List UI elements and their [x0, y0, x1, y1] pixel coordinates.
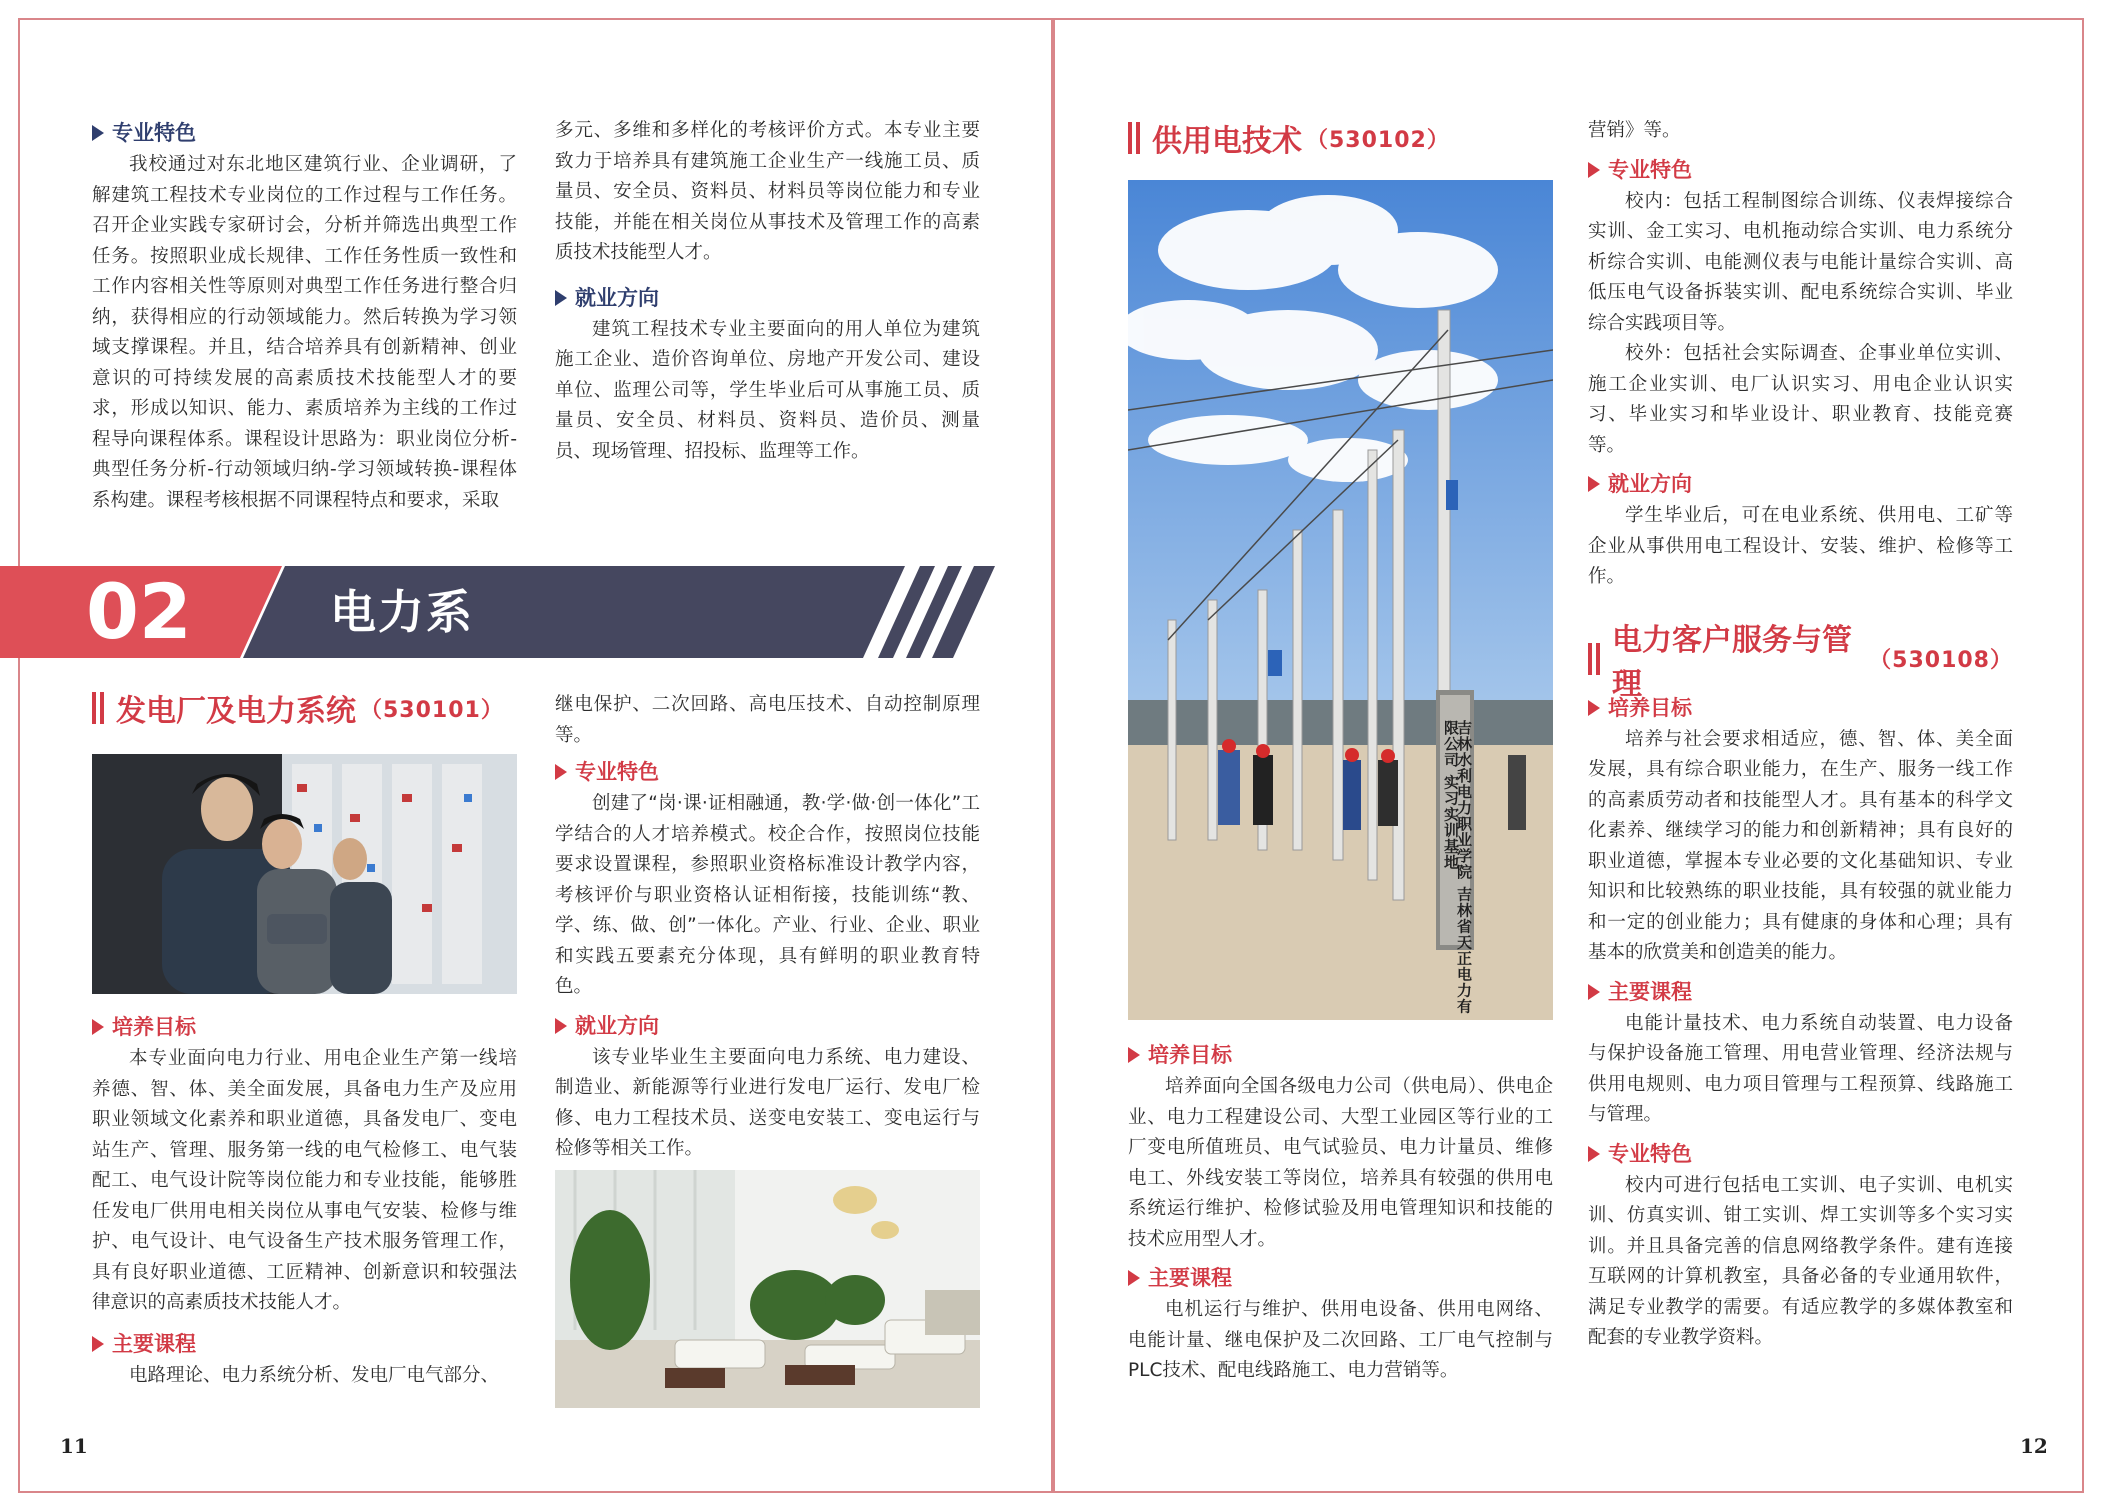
- triangle-bullet-icon: [1588, 162, 1600, 178]
- section-heading-employment: 就业方向: [555, 281, 980, 315]
- p3-heading-course: 主要课程: [1588, 975, 2013, 1009]
- p2-heading-course: 主要课程: [1128, 1261, 1553, 1295]
- right-col2: [1588, 116, 2013, 1354]
- p1-heading-job: 就业方向: [555, 1009, 980, 1043]
- p1-course-continued: 继电保护、二次回路、高电压技术、自动控制原理等。: [555, 694, 980, 746]
- p2-course-paragraph: 电机运行与维护、供用电设备、供用电网络、电能计量、继电保护及二次回路、工厂电气控制与PLC技术、配电线路施工、电力营销等。: [1128, 1299, 1553, 1381]
- left-col1-top: [92, 116, 517, 516]
- triangle-bullet-icon: [1588, 984, 1600, 1000]
- banner-number: 02: [86, 567, 192, 656]
- program1-title: 发电厂及电力系统 （530101）: [92, 686, 517, 730]
- p3-course-paragraph: 电能计量技术、电力系统自动装置、电力设备与保护设备施工管理、用电营业管理、经济法规与供用电规则、电力项目管理与工程预算、线路施工与管理。: [1588, 1012, 2013, 1125]
- assessment-paragraph: 多元、多维和多样化的考核评价方式。本专业主要致力于培养具有建筑施工企业生产一线施工员、质量员、安全员、资料员、材料员等岗位能力和专业技能，并能在相关岗位从事技术及管理工作的高素质技术技能型人才。: [555, 120, 980, 263]
- lobby-photo: [555, 1170, 980, 1408]
- p1-heading-feature: 专业特色: [555, 755, 980, 789]
- triangle-bullet-icon: [555, 290, 567, 306]
- p3-heading-goal: 培养目标: [1588, 691, 2013, 725]
- program1-col2: [555, 690, 980, 1165]
- substation-photo-illustration: [1128, 180, 1553, 1020]
- section-heading-features: 专业特色: [92, 116, 517, 150]
- lab-training-photo: [92, 754, 517, 994]
- banner-title: 电力系: [330, 585, 474, 639]
- p1-feature-paragraph: 创建了“岗·课·证相融通，教·学·做·创一体化”工学结合的人才培养模式。校企合作，按照岗位技能要求设置课程，参照职业资格标准设计教学内容，考核评价与职业资格认证相衔接，技能训练“教、学、练、做、创”一体化。产业、行业、企业、职业和实践五要素充分体现，具有鲜明的职业教育特色。: [555, 793, 980, 997]
- p2-goal-paragraph: 培养面向全国各级电力公司（供电局）、供电企业、电力工程建设公司、大型工业园区等行业的工厂变电所值班员、电气试验员、电力计量员、维修电工、外线安装工等岗位，培养具有较强的供用电系统运行维护、检修试验及用电管理知识和技能的技术应用型人才。: [1128, 1076, 1553, 1250]
- triangle-bullet-icon: [1588, 1146, 1600, 1162]
- substation-training-photo: [1128, 180, 1553, 1020]
- employment-paragraph: 建筑工程技术专业主要面向的用人单位为建筑施工企业、造价咨询单位、房地产开发公司、建设单位、监理公司等，学生毕业后可从事施工员、质量员、安全员、材料员、资料员、造价员、测量员、现场管理、招投标、监理等工作。: [555, 318, 980, 462]
- triangle-bullet-icon: [1128, 1270, 1140, 1286]
- program1-col1: [92, 686, 517, 1391]
- title-bars-icon: [1588, 643, 1600, 675]
- p1-job-paragraph: 该专业毕业生主要面向电力系统、电力建设、制造业、新能源等行业进行发电厂运行、发电厂检修、电力工程技术员、送变电安装工、变电运行与检修等相关工作。: [555, 1046, 980, 1159]
- p2-heading-job: 就业方向: [1588, 467, 2013, 501]
- features-paragraph: 我校通过对东北地区建筑行业、企业调研，了解建筑工程技术专业岗位的工作过程与工作任务。召开企业实践专家研讨会，分析并筛选出典型工作任务。按照职业成长规律、工作任务性质一致性和工作内容相关性等原则对典型工作任务进行整合归纳，获得相应的行动领域能力。然后转换为学习领域支撑课程。并且，结合培养具有创新精神、创业意识的可持续发展的高素质技术技能型人才的要求，形成以知识、能力、素质培养为主线的工作过程导向课程体系。课程设计思路为：职业岗位分析-典型任务分析-行动领域归纳-学习领域转换-课程体系构建。课程考核根据不同课程特点和要求，采取: [92, 154, 517, 511]
- p3-feature-paragraph: 校内可进行包括电工实训、电子实训、电机实训、仿真实训、钳工实训、焊工实训等多个实习实训。并且具备完善的信息网络教学条件。建有连接互联网的计算机教室，具备必备的专业通用软件，满足专业教学的需要。有适应教学的多媒体教室和配套的专业教学资料。: [1588, 1174, 2013, 1348]
- lobby-photo-illustration: [555, 1170, 980, 1408]
- program3-title: 电力客户服务与管理 （530108）: [1588, 637, 2013, 681]
- page-number-left: 11: [60, 1434, 88, 1458]
- p3-heading-feature: 专业特色: [1588, 1137, 2013, 1171]
- program2-title: 供用电技术 （530102）: [1128, 116, 1553, 160]
- triangle-bullet-icon: [1588, 476, 1600, 492]
- p2-heading-feature: 专业特色: [1588, 153, 2013, 187]
- page-number-right: 12: [2020, 1434, 2048, 1458]
- triangle-bullet-icon: [92, 125, 104, 141]
- triangle-bullet-icon: [555, 1018, 567, 1034]
- triangle-bullet-icon: [1128, 1047, 1140, 1063]
- p2-course-continued: 营销》等。: [1588, 120, 1681, 141]
- p2-feature-outside: 校外：包括社会实际调查、企事业单位实训、施工企业实训、电厂认识实习、用电企业认识实习、毕业实习和毕业设计、职业教育、技能竞赛等。: [1588, 343, 2013, 456]
- page-spine: [1053, 18, 1055, 1493]
- p2-job-paragraph: 学生毕业后，可在电业系统、供用电、工矿等企业从事供用电工程设计、安装、维护、检修等工作。: [1588, 505, 2013, 587]
- triangle-bullet-icon: [1588, 700, 1600, 716]
- training-base-sign: 吉林水利电力职业学院 吉林省天正电力有限公司 实习实训基地: [1442, 720, 1473, 1015]
- p1-heading-goal: 培养目标: [92, 1010, 517, 1044]
- right-col1: [1128, 116, 1553, 160]
- lab-photo-illustration: [92, 754, 517, 994]
- p1-heading-course: 主要课程: [92, 1327, 517, 1361]
- title-bars-icon: [1128, 122, 1140, 154]
- triangle-bullet-icon: [555, 764, 567, 780]
- title-bars-icon: [92, 692, 104, 724]
- triangle-bullet-icon: [92, 1336, 104, 1352]
- p1-course-paragraph: 电路理论、电力系统分析、发电厂电气部分、: [129, 1364, 500, 1386]
- p2-heading-goal: 培养目标: [1128, 1038, 1553, 1072]
- p2-feature-inside: 校内：包括工程制图综合训练、仪表焊接综合实训、金工实习、电机拖动综合实训、电力系统分析综合实训、电能测仪表与电能计量综合实训、高低压电气设备拆装实训、配电系统综合实训、毕业综合实践项目等。: [1588, 190, 2013, 334]
- right-col1-bottom: [1128, 1038, 1553, 1387]
- triangle-bullet-icon: [92, 1019, 104, 1035]
- p1-goal-paragraph: 本专业面向电力行业、用电企业生产第一线培养德、智、体、美全面发展，具备电力生产及应用职业领域文化素养和职业道德，具备发电厂、变电站生产、管理、服务第一线的电气检修工、电气装配工、电气设计院等岗位能力和专业技能，能够胜任发电厂供用电相关岗位从事电气安装、检修与维护、电气设计、电气设备生产技术服务管理工作，具有良好职业道德、工匠精神、创新意识和较强法律意识的高素质技术技能人才。: [92, 1048, 517, 1313]
- left-col2-top: [555, 116, 980, 467]
- p3-goal-paragraph: 培养与社会要求相适应，德、智、体、美全面发展，具有综合职业能力，在生产、服务一线工作的高素质劳动者和技能型人才。具有基本的科学文化素养、继续学习的能力和创新精神；具有良好的职业道德，掌握本专业必要的文化基础知识、专业知识和比较熟练的职业技能，具有较强的就业能力和一定的创业能力；具有健康的身体和心理；具有基本的欣赏美和创造美的能力。: [1588, 728, 2013, 963]
